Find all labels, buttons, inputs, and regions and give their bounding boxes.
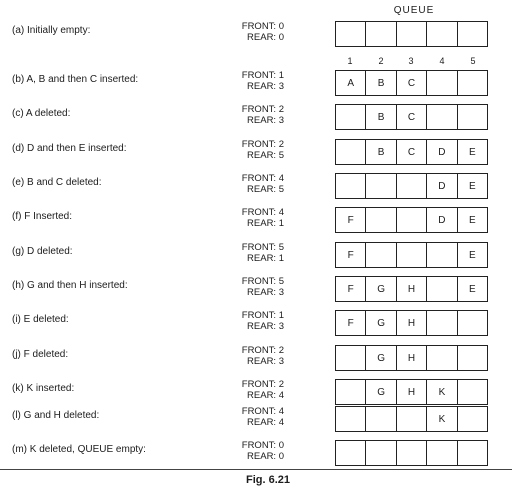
queue-array: [335, 406, 488, 432]
queue-cell-1: F: [336, 243, 366, 267]
step-label: (a) Initially empty:: [12, 25, 91, 36]
queue-cell-3: [397, 441, 427, 465]
step-label: (c) A deleted:: [12, 108, 71, 119]
front-pointer: FRONT: 4: [241, 406, 284, 417]
position-index-1: 1: [347, 56, 353, 66]
queue-cell-2: [366, 441, 396, 465]
front-pointer: FRONT: 0: [241, 21, 284, 32]
front-pointer: FRONT: 1: [241, 310, 284, 321]
step-label: (m) K deleted, QUEUE empty:: [12, 444, 146, 455]
queue-cell-2: [366, 407, 396, 431]
rear-pointer: REAR: 3: [247, 287, 284, 298]
rear-pointer: REAR: 0: [247, 451, 284, 462]
queue-cell-3: [397, 208, 427, 232]
queue-cell-2: B: [366, 71, 396, 95]
queue-cell-2: [366, 22, 396, 46]
queue-array: [335, 345, 488, 371]
queue-cell-4: [427, 22, 457, 46]
queue-cell-1: F: [336, 311, 366, 335]
position-index-2: 2: [378, 56, 384, 66]
queue-step-row: [0, 379, 512, 405]
step-label: (b) A, B and then C inserted:: [12, 74, 139, 85]
queue-cell-1: [336, 346, 366, 370]
step-label: (i) E deleted:: [12, 314, 69, 325]
rear-pointer: REAR: 3: [247, 321, 284, 332]
front-pointer: FRONT: 5: [241, 242, 284, 253]
front-pointer: FRONT: 0: [241, 440, 284, 451]
queue-cell-2: [366, 174, 396, 198]
queue-cell-5: [458, 22, 487, 46]
queue-cell-5: E: [468, 214, 476, 226]
front-pointer: FRONT: 2: [241, 104, 284, 115]
queue-step-row: [0, 406, 512, 432]
step-label: (l) G and H deleted:: [12, 410, 100, 421]
queue-cell-3: H: [397, 380, 427, 404]
queue-step-row: [0, 242, 512, 268]
queue-array: [335, 21, 488, 47]
rear-pointer: REAR: 1: [247, 218, 284, 229]
step-label: (j) F deleted:: [12, 349, 69, 360]
position-index-4: 4: [439, 56, 445, 66]
queue-cell-4: D: [427, 174, 457, 198]
queue-cell-1: F: [336, 277, 366, 301]
queue-cell-3: C: [397, 71, 427, 95]
step-label: (h) G and then H inserted:: [12, 280, 128, 291]
queue-cell-1: [336, 380, 366, 404]
queue-array: [335, 70, 488, 96]
queue-cell-5: [458, 380, 487, 404]
queue-cell-2: G: [366, 380, 396, 404]
rear-pointer: REAR: 3: [247, 356, 284, 367]
queue-cell-4: [427, 243, 457, 267]
queue-cell-2: G: [366, 277, 396, 301]
queue-cell-1: [336, 22, 366, 46]
queue-step-row: [0, 173, 512, 199]
rear-pointer: REAR: 3: [247, 115, 284, 126]
queue-cell-5: [458, 71, 487, 95]
queue-step-row: [0, 70, 512, 96]
queue-step-row: [0, 104, 512, 130]
queue-cell-5: E: [468, 180, 476, 192]
queue-step-row: [0, 21, 512, 47]
front-pointer: FRONT: 4: [241, 173, 284, 184]
queue-array: [335, 104, 488, 130]
queue-cell-4: [427, 346, 457, 370]
queue-cell-4: [427, 71, 457, 95]
queue-cell-1: [336, 441, 366, 465]
queue-cell-4: D: [427, 208, 457, 232]
queue-cell-4: [427, 311, 457, 335]
queue-array: [335, 242, 488, 268]
queue-cell-1: [336, 105, 366, 129]
queue-step-row: [0, 440, 512, 466]
queue-cell-5: [458, 105, 487, 129]
queue-cell-4: K: [427, 380, 457, 404]
queue-cell-3: [397, 174, 427, 198]
queue-cell-2: B: [366, 140, 396, 164]
queue-array: [335, 173, 488, 199]
queue-cell-1: A: [336, 71, 366, 95]
queue-step-row: [0, 139, 512, 165]
queue-cell-4: [427, 441, 457, 465]
queue-cell-5: [458, 407, 487, 431]
step-label: (k) K inserted:: [12, 383, 75, 394]
queue-title: QUEUE: [393, 5, 435, 16]
queue-cell-3: C: [397, 105, 427, 129]
queue-array: [335, 310, 488, 336]
queue-cell-2: B: [366, 105, 396, 129]
queue-cell-3: [397, 22, 427, 46]
rear-pointer: REAR: 4: [247, 390, 284, 401]
queue-step-row: [0, 276, 512, 302]
rear-pointer: REAR: 5: [247, 150, 284, 161]
rear-pointer: REAR: 1: [247, 253, 284, 264]
position-index-5: 5: [470, 56, 476, 66]
queue-cell-5: E: [468, 249, 476, 261]
queue-step-row: [0, 207, 512, 233]
queue-step-row: [0, 345, 512, 371]
step-label: (d) D and then E inserted:: [12, 143, 127, 154]
front-pointer: FRONT: 4: [241, 207, 284, 218]
queue-cell-3: H: [397, 346, 427, 370]
front-pointer: FRONT: 2: [241, 139, 284, 150]
rear-pointer: REAR: 4: [247, 417, 284, 428]
queue-cell-5: [458, 441, 487, 465]
front-pointer: FRONT: 2: [241, 379, 284, 390]
queue-cell-4: [427, 105, 457, 129]
queue-cell-2: G: [366, 346, 396, 370]
queue-cell-3: H: [397, 311, 427, 335]
position-index-3: 3: [408, 56, 414, 66]
queue-cell-1: [336, 407, 366, 431]
queue-array: [335, 440, 488, 466]
queue-step-row: [0, 310, 512, 336]
figure-caption: Fig. 6.21: [245, 474, 291, 486]
step-label: (g) D deleted:: [12, 246, 73, 257]
front-pointer: FRONT: 5: [241, 276, 284, 287]
queue-array: [335, 139, 488, 165]
queue-array: [335, 379, 488, 405]
rear-pointer: REAR: 5: [247, 184, 284, 195]
queue-cell-1: [336, 174, 366, 198]
queue-cell-5: [458, 346, 487, 370]
step-label: (f) F Inserted:: [12, 211, 73, 222]
queue-cell-2: [366, 208, 396, 232]
queue-cell-4: D: [427, 140, 457, 164]
step-label: (e) B and C deleted:: [12, 177, 102, 188]
queue-cell-3: H: [397, 277, 427, 301]
bottom-rule: [0, 469, 512, 470]
rear-pointer: REAR: 3: [247, 81, 284, 92]
front-pointer: FRONT: 2: [241, 345, 284, 356]
queue-cell-4: K: [427, 407, 457, 431]
queue-cell-2: [366, 243, 396, 267]
queue-cell-3: [397, 243, 427, 267]
queue-cell-2: G: [366, 311, 396, 335]
queue-cell-4: [427, 277, 457, 301]
front-pointer: FRONT: 1: [241, 70, 284, 81]
queue-cell-5: [458, 311, 487, 335]
queue-cell-1: [336, 140, 366, 164]
queue-cell-3: C: [397, 140, 427, 164]
queue-cell-5: E: [468, 283, 476, 295]
queue-cell-3: [397, 407, 427, 431]
queue-cell-1: F: [336, 208, 366, 232]
queue-array: [335, 276, 488, 302]
rear-pointer: REAR: 0: [247, 32, 284, 43]
queue-cell-5: E: [468, 146, 476, 158]
queue-array: [335, 207, 488, 233]
